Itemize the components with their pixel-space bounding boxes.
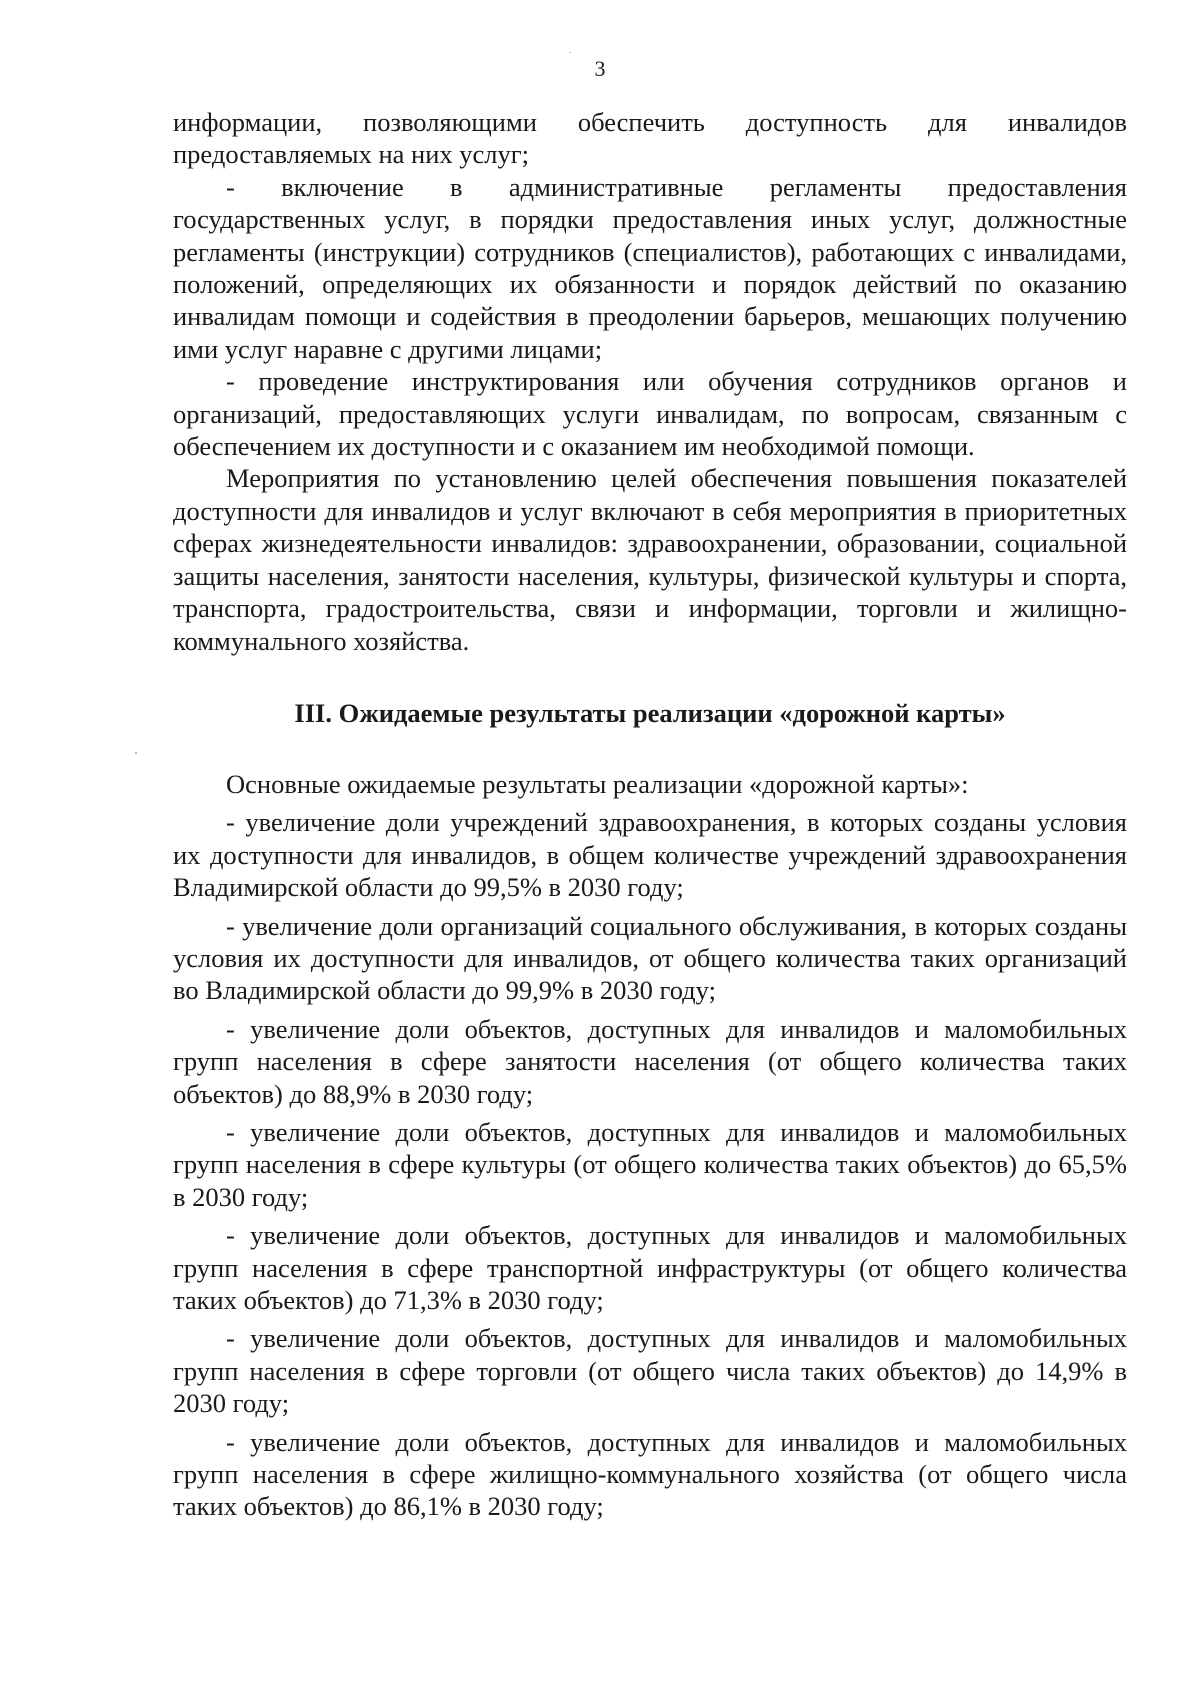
list-item-employment: - увеличение доли объектов, доступных для инвалидов и маломобильных групп населения в сфере занятости населения (от общего количества таких объектов) до 88,9% в 2030 году; [173, 1013, 1127, 1109]
scan-speck [569, 52, 571, 53]
list-item-social-services: - увеличение доли организаций социального обслуживания, в которых созданы условия их доступности для инвалидов, от общего количества таких организаций во Владимирской области до 99,9% в 2030 году; [173, 910, 1127, 1006]
measures-section [173, 106, 1127, 657]
section-heading: III. Ожидаемые результаты реализации «дорожной карты» [294, 697, 1006, 728]
paragraph-results-intro: Основные ожидаемые результаты реализации «дорожной карты»: [226, 768, 969, 799]
list-item-healthcare: - увеличение доли учреждений здравоохранения, в которых созданы условия их доступности для инвалидов, в общем количестве учреждений здравоохранения Владимирской области до 99,5% в 2030 году; [173, 807, 1127, 903]
paragraph-regulations: - включение в административные регламенты предоставления государственных услуг, в порядки предоставления иных услуг, должностные регламенты (инструкции) сотрудников (специалистов), работающих с инвалидами, положений, определяющих их обязанности и порядок действий по оказанию инвалидам помощи и содействия в преодолении барьеров, мешающих получению ими услуг наравне с другими лицами; [173, 171, 1127, 364]
list-item-transport: - увеличение доли объектов, доступных для инвалидов и маломобильных групп населения в сфере транспортной инфраструктуры (от общего количества таких объектов) до 71,3% в 2030 году; [173, 1220, 1127, 1315]
page-number: 3 [594, 56, 606, 81]
scan-speck [135, 752, 137, 754]
list-item-trade: - увеличение доли объектов, доступных для инвалидов и маломобильных групп населения в сфере торговли (от общего числа таких объектов) до 14,9% в 2030 году; [173, 1323, 1127, 1419]
paragraph-priority-spheres: Мероприятия по установлению целей обеспечения повышения показателей доступности для инвалидов и услуг включают в себя мероприятия в приоритетных сферах жизнедеятельности инвалидов: здравоохранении, образовании, социальной защиты населения, занятости населения, культуры, физической культуры и спорта, транспорта, градостроительства, связи и информации, торговли и жилищно-коммунального хозяйства. [173, 463, 1127, 656]
list-item-culture: - увеличение доли объектов, доступных для инвалидов и маломобильных групп населения в сфере культуры (от общего количества таких объектов) до 65,5% в 2030 году; [173, 1116, 1127, 1212]
expected-results-section [173, 768, 1127, 1523]
paragraph-training: - проведение инструктирования или обучения сотрудников органов и организаций, предоставляющих услуги инвалидам, по вопросам, связанным с обеспечением их доступности и с оказанием им необходимой помощи. [173, 366, 1127, 462]
document-body [173, 106, 1127, 1523]
paragraph-continuation: информации, позволяющими обеспечить доступность для инвалидов предоставляемых на них услуг; [173, 107, 1127, 170]
list-item-housing: - увеличение доли объектов, доступных для инвалидов и маломобильных групп населения в сфере жилищно-коммунального хозяйства (от общего числа таких объектов) до 86,1% в 2030 году; [173, 1426, 1127, 1522]
